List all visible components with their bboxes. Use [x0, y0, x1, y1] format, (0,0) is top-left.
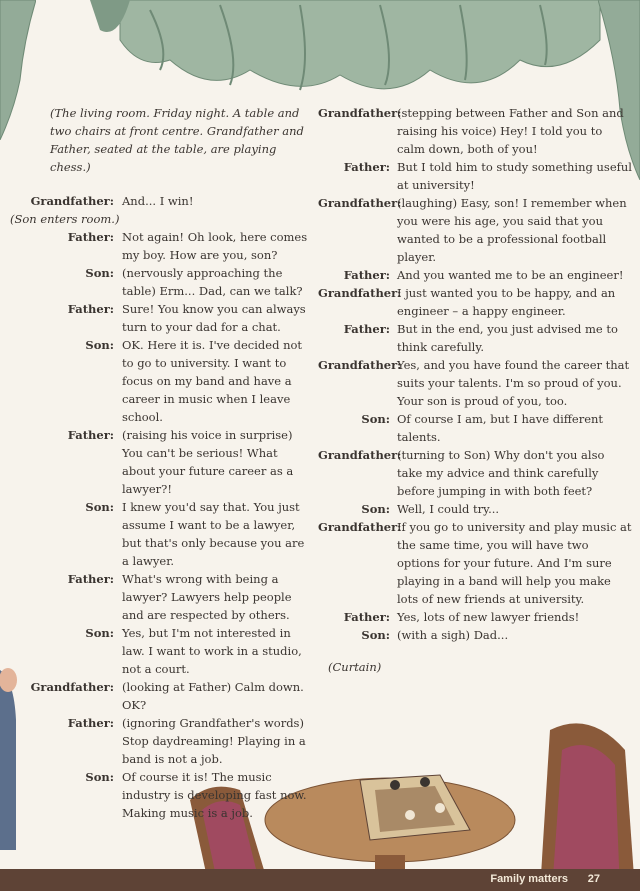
speaker-name: Grandfather:: [318, 520, 402, 534]
speaker-name: Son:: [85, 626, 114, 640]
dialogue-line: [318, 446, 633, 500]
page-number: 27: [587, 873, 600, 885]
dialogue-text: If you go to university and play music at the same time, you will have two options for your future. And I'm sure playing in a band will help you make lots of new friends at university.: [397, 520, 632, 606]
speaker-name: Father:: [67, 428, 114, 442]
opening-stage-direction: (The living room. Friday night. A table and two chairs at front centre. Grandfather and Father, seated at the table, are playing chess.): [50, 106, 304, 174]
dialogue-line: [318, 626, 633, 644]
speaker-name: Father:: [343, 322, 390, 336]
dialogue-text: And you wanted me to be an engineer!: [397, 268, 624, 282]
dialogue-line: [10, 678, 310, 714]
speaker-name: Father:: [343, 610, 390, 624]
dialogue-line: [318, 608, 633, 626]
dialogue-text: Well, I could try...: [397, 502, 500, 516]
dialogue-text: (ignoring Grandfather's words) Stop daydreaming! Playing in a band is not a job.: [122, 716, 306, 766]
speaker-name: Father:: [67, 716, 114, 730]
dialogue-text: (raising his voice in surprise) You can't be serious! What about your future career as a lawyer?!: [122, 428, 294, 496]
dialogue-text: (turning to Son) Why don't you also take my advice and think carefully before jumping in with both feet?: [397, 448, 605, 498]
page-footer: [0, 869, 640, 891]
closing-stage-direction: (Curtain): [328, 660, 382, 674]
dialogue-line: [318, 284, 633, 320]
dialogue-line: [10, 714, 310, 768]
speaker-name: Grandfather:: [318, 448, 402, 462]
speaker-name: Son:: [85, 266, 114, 280]
speaker-name: Grandfather:: [30, 194, 114, 208]
speaker-name: Son:: [361, 628, 390, 642]
dialogue-line: [318, 356, 633, 410]
dialogue-text: Yes, but I'm not interested in law. I want to work in a studio, not a court.: [122, 626, 302, 676]
dialogue-text: What's wrong with being a lawyer? Lawyers help people and are respected by others.: [122, 572, 292, 622]
speaker-name: Father:: [67, 572, 114, 586]
dialogue-line: [10, 300, 310, 336]
speaker-name: Son:: [85, 338, 114, 352]
dialogue-text: OK. Here it is. I've decided not to go to university. I want to focus on my band and have a career in music when I leave school.: [122, 338, 303, 424]
dialogue-line: [318, 266, 633, 284]
dialogue-text: (looking at Father) Calm down. OK?: [122, 680, 304, 712]
dialogue-line: [10, 228, 310, 264]
dialogue-line: [10, 336, 310, 426]
dialogue-line: [10, 768, 310, 822]
dialogue-line: [318, 500, 633, 518]
speaker-name: Father:: [343, 160, 390, 174]
dialogue-line: [10, 498, 310, 570]
dialogue-text: Sure! You know you can always turn to your dad for a chat.: [122, 302, 306, 334]
dialogue-text: I just wanted you to be happy, and an engineer – a happy engineer.: [397, 286, 616, 318]
dialogue-line: [10, 624, 310, 678]
dialogue-line: [318, 410, 633, 446]
dialogue-line: [318, 518, 633, 608]
dialogue-text: Of course I am, but I have different talents.: [397, 412, 604, 444]
dialogue-text: But in the end, you just advised me to think carefully.: [397, 322, 618, 354]
speaker-name: Son:: [361, 412, 390, 426]
dialogue-line: [318, 158, 633, 194]
dialogue-text: (nervously approaching the table) Erm... Dad, can we talk?: [122, 266, 303, 298]
speaker-name: Son:: [85, 770, 114, 784]
speaker-name: Son:: [361, 502, 390, 516]
speaker-name: Grandfather:: [318, 358, 402, 372]
dialogue-line: [10, 264, 310, 300]
stage-direction: (Son enters room.): [10, 212, 120, 226]
dialogue-text: Not again! Oh look, here comes my boy. How are you, son?: [122, 230, 308, 262]
dialogue-text: Yes, lots of new lawyer friends!: [397, 610, 580, 624]
dialogue-line: [318, 320, 633, 356]
dialogue-text: (stepping between Father and Son and raising his voice) Hey! I told you to calm down, both of you!: [397, 106, 624, 156]
stage-direction-line: [10, 210, 310, 228]
dialogue-text: Of course it is! The music industry is developing fast now. Making music is a job.: [122, 770, 307, 820]
speaker-name: Father:: [67, 230, 114, 244]
speaker-name: Grandfather:: [318, 286, 402, 300]
speaker-name: Grandfather:: [318, 196, 402, 210]
dialogue-line: [10, 192, 310, 210]
dialogue-line: [318, 194, 633, 266]
dialogue-text: But I told him to study something useful at university!: [397, 160, 632, 192]
speaker-name: Father:: [67, 302, 114, 316]
script-right-column: [318, 104, 633, 676]
script-left-column: [10, 104, 310, 822]
speaker-name: Grandfather:: [318, 106, 402, 120]
curtain-illustration: [0, 0, 640, 105]
dialogue-text: And... I win!: [122, 194, 194, 208]
dialogue-line: [10, 426, 310, 498]
dialogue-line: [10, 570, 310, 624]
dialogue-text: I knew you'd say that. You just assume I want to be a lawyer, but that's only because you are a lawyer.: [122, 500, 305, 568]
speaker-name: Grandfather:: [30, 680, 114, 694]
speaker-name: Father:: [343, 268, 390, 282]
dialogue-text: (with a sigh) Dad...: [397, 628, 509, 642]
dialogue-line: [318, 104, 633, 158]
dialogue-text: Yes, and you have found the career that suits your talents. I'm so proud of you. Your son is proud of you, too.: [397, 358, 630, 408]
section-label: Family matters: [490, 873, 568, 885]
dialogue-text: (laughing) Easy, son! I remember when you were his age, you said that you wanted to be a professional football player.: [397, 196, 627, 264]
speaker-name: Son:: [85, 500, 114, 514]
